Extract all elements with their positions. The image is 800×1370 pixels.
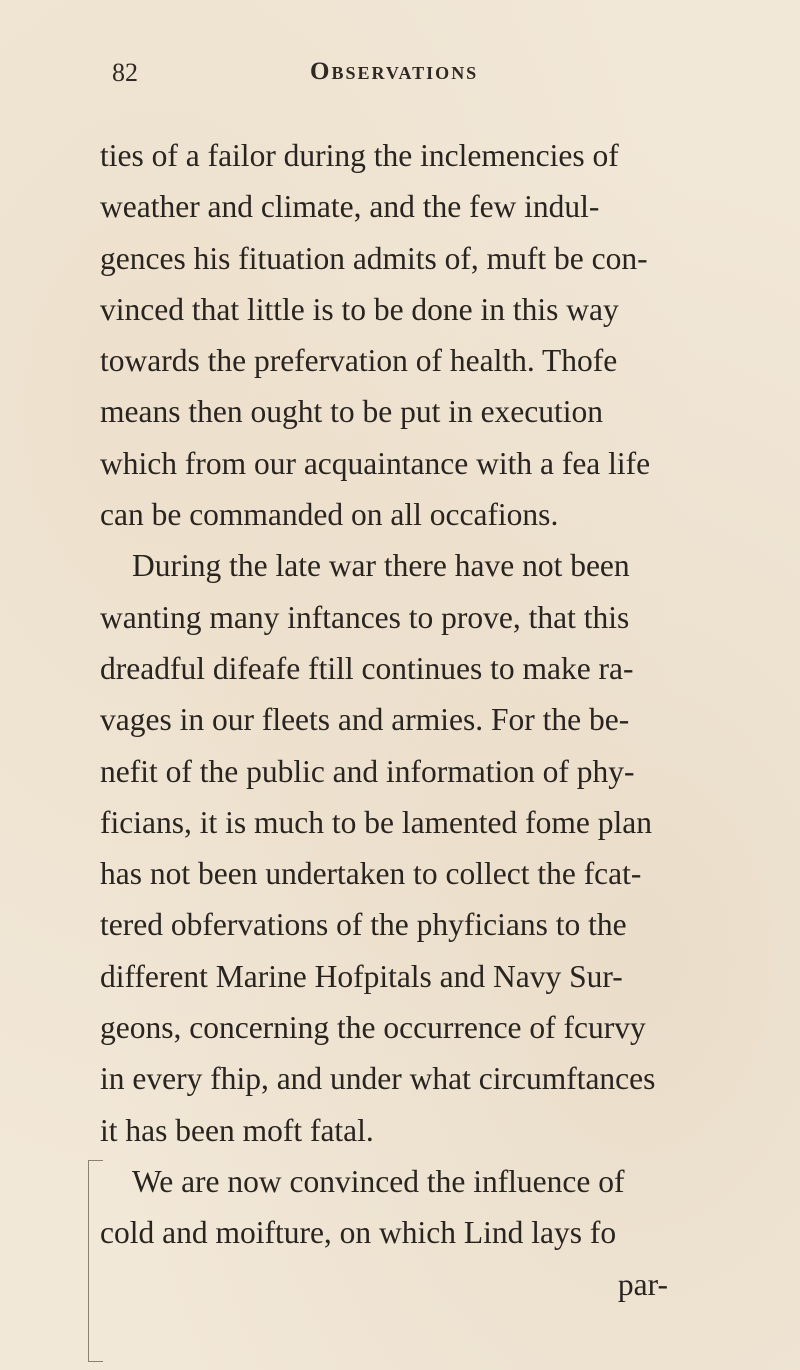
page-number: 82 [112,58,138,87]
text-line: means then ought to be put in execution [100,394,604,430]
text-line: wanting many inftances to prove, that this [100,599,630,635]
text-line: cold and moifture, on which Lind lays fo [100,1215,617,1251]
running-head [112,58,752,98]
text-line: nefit of the public and information of phy- [100,753,635,789]
text-line: dreadful difeafe ftill continues to make ra- [100,650,634,686]
text-line: it has been moft fatal. [100,1112,374,1148]
text-line: geons, concerning the occurrence of fcurvy [100,1010,646,1046]
text-line: which from our acquaintance with a fea life [100,445,651,481]
text-line: tered obfervations of the phyficians to the [100,907,627,943]
catchword: par- [617,1266,668,1302]
text-line: During the late war there have not been [132,548,630,584]
text-line: weather and climate, and the few indul- [100,189,600,225]
text-line: in every fhip, and under what circumftances [100,1061,656,1097]
text-line: gences his fituation admits of, muft be con- [100,240,648,276]
text-line: different Marine Hofpitals and Navy Sur- [100,958,623,994]
body-text [100,130,760,1310]
text-line: can be commanded on all occafions. [100,497,559,533]
running-head-title: Observations [310,58,479,85]
text-line: ties of a failor during the inclemencies of [100,138,619,173]
text-line: vages in our fleets and armies. For the be- [100,702,630,738]
text-line: vinced that little is to be done in this way [100,291,619,327]
text-line: ficians, it is much to be lamented fome plan [100,804,652,840]
text-line: towards the prefervation of health. Thofe [100,343,618,379]
text-line: We are now convinced the influence of [132,1163,625,1199]
text-line: has not been undertaken to collect the fcat- [100,856,642,892]
